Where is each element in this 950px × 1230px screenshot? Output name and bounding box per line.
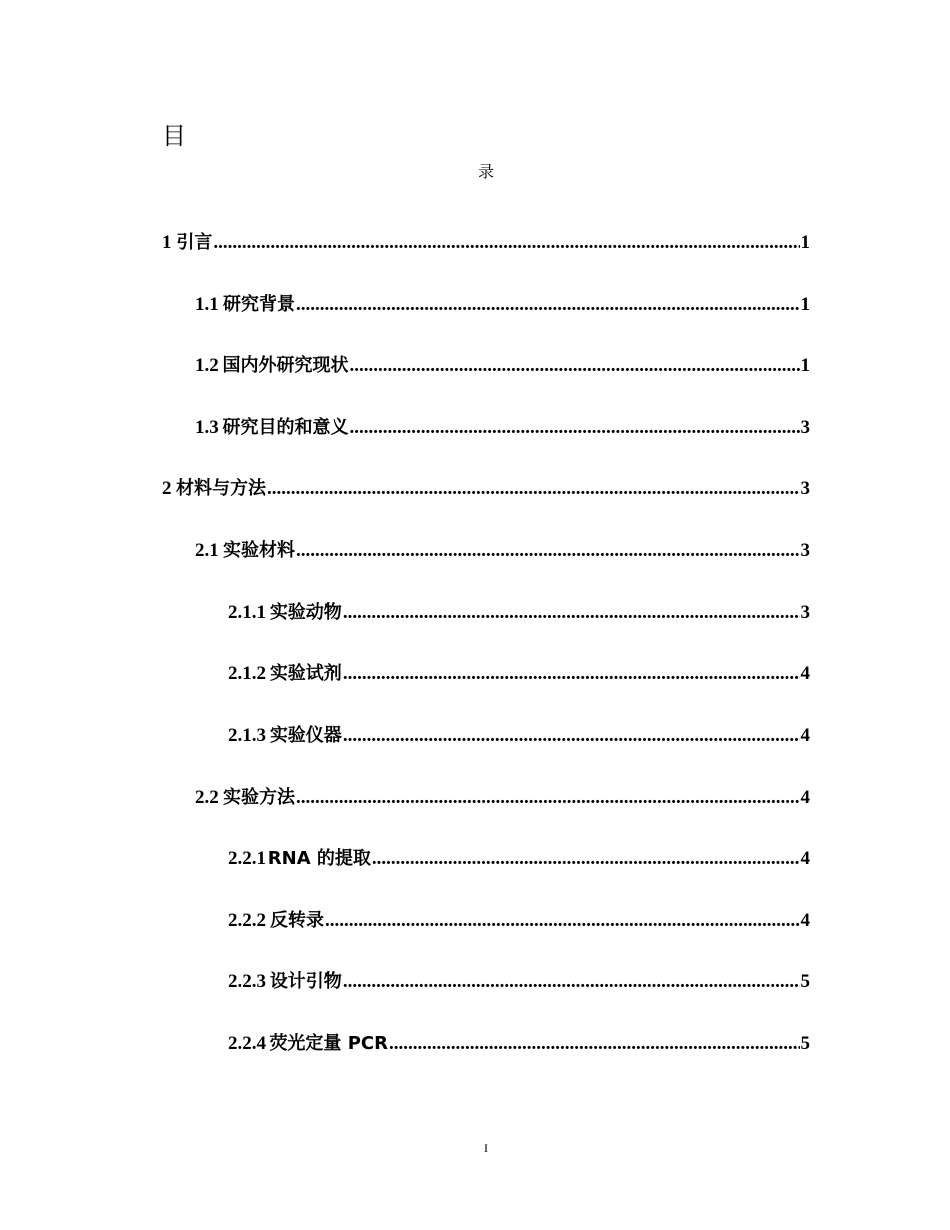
toc-entry-page: 3 (800, 540, 810, 561)
toc-dot-leader (343, 602, 800, 624)
toc-entry[interactable] (228, 906, 810, 934)
toc-entry-page: 3 (800, 602, 810, 623)
toc-entry[interactable] (195, 783, 810, 811)
toc-entry[interactable] (228, 659, 810, 687)
toc-entry-title: 实验试剂 (269, 663, 342, 684)
toc-entry-title: 反转录 (269, 910, 324, 931)
toc-heading-char-1: 目 (162, 122, 186, 150)
toc-entry-page: 3 (800, 417, 810, 438)
toc-entry[interactable] (195, 536, 810, 564)
toc-entry-number: 2.1.2 (228, 663, 266, 684)
toc-entry-title: 实验材料 (222, 540, 295, 561)
toc-entry-page: 5 (800, 971, 810, 992)
toc-entry-number: 1 (162, 232, 172, 253)
toc-entry[interactable] (195, 413, 810, 441)
toc-entry-number: 2.2.1 (228, 848, 266, 869)
toc-entry-page: 4 (800, 787, 810, 808)
toc-entry-title: 荧光定量 PCR (269, 1033, 388, 1054)
toc-dot-leader (343, 725, 800, 747)
toc-entry-page: 1 (800, 355, 810, 376)
toc-entry-number: 2.2.3 (228, 971, 266, 992)
toc-entry-title: 实验动物 (269, 602, 342, 623)
toc-entry-title: 实验仪器 (269, 725, 342, 746)
toc-entry[interactable] (228, 1029, 810, 1057)
toc-entry[interactable] (228, 967, 810, 995)
toc-entry-number: 2.1.3 (228, 725, 266, 746)
toc-entry-number: 2 (162, 478, 172, 499)
toc-entry-page: 1 (800, 294, 810, 315)
toc-entry-page: 4 (800, 910, 810, 931)
toc-dot-leader (389, 1033, 800, 1055)
toc-entry-title: 材料与方法 (175, 478, 266, 499)
toc-heading-char-2: 录 (478, 162, 495, 181)
toc-entry[interactable] (162, 228, 810, 256)
toc-dot-leader (325, 910, 800, 932)
toc-entry-page: 1 (800, 232, 810, 253)
toc-entry-page: 5 (800, 1033, 810, 1054)
toc-dot-leader (296, 540, 800, 562)
toc-entry-number: 2.2.2 (228, 910, 266, 931)
toc-dot-leader (343, 663, 800, 685)
toc-entry-title: 实验方法 (222, 787, 295, 808)
toc-entry[interactable] (162, 474, 810, 502)
toc-dot-leader (372, 848, 800, 870)
toc-entry-number: 2.2 (195, 787, 219, 808)
toc-entry-number: 2.1 (195, 540, 219, 561)
toc-entry[interactable] (195, 351, 810, 379)
page-number: I (484, 1141, 488, 1155)
toc-dot-leader (296, 787, 800, 809)
toc-entry-page: 4 (800, 725, 810, 746)
toc-entry-page: 4 (800, 848, 810, 869)
toc-dot-leader (213, 232, 799, 254)
toc-entry-title: 引言 (176, 232, 213, 253)
toc-dot-leader (267, 478, 800, 500)
toc-entry-title: 研究背景 (222, 294, 295, 315)
toc-entry-title: 研究目的和意义 (222, 417, 349, 438)
toc-entry-page: 3 (800, 478, 810, 499)
toc-entry-title: 设计引物 (269, 971, 342, 992)
toc-dot-leader (296, 294, 800, 316)
toc-dot-leader (350, 417, 800, 439)
toc-entry[interactable] (228, 598, 810, 626)
toc-entry-title: 国内外研究现状 (222, 355, 349, 376)
toc-entry[interactable] (228, 721, 810, 749)
toc-dot-leader (350, 355, 800, 377)
toc-entry[interactable] (195, 290, 810, 318)
toc-entry-page: 4 (800, 663, 810, 684)
toc-entry-number: 1.3 (195, 417, 219, 438)
toc-entry-title: RNA 的提取 (267, 848, 371, 869)
toc-entry-number: 2.1.1 (228, 602, 266, 623)
toc-entry-number: 1.1 (195, 294, 219, 315)
toc-entry[interactable] (228, 844, 810, 872)
toc-entry-number: 1.2 (195, 355, 219, 376)
toc-dot-leader (343, 971, 800, 993)
toc-entry-number: 2.2.4 (228, 1033, 266, 1054)
